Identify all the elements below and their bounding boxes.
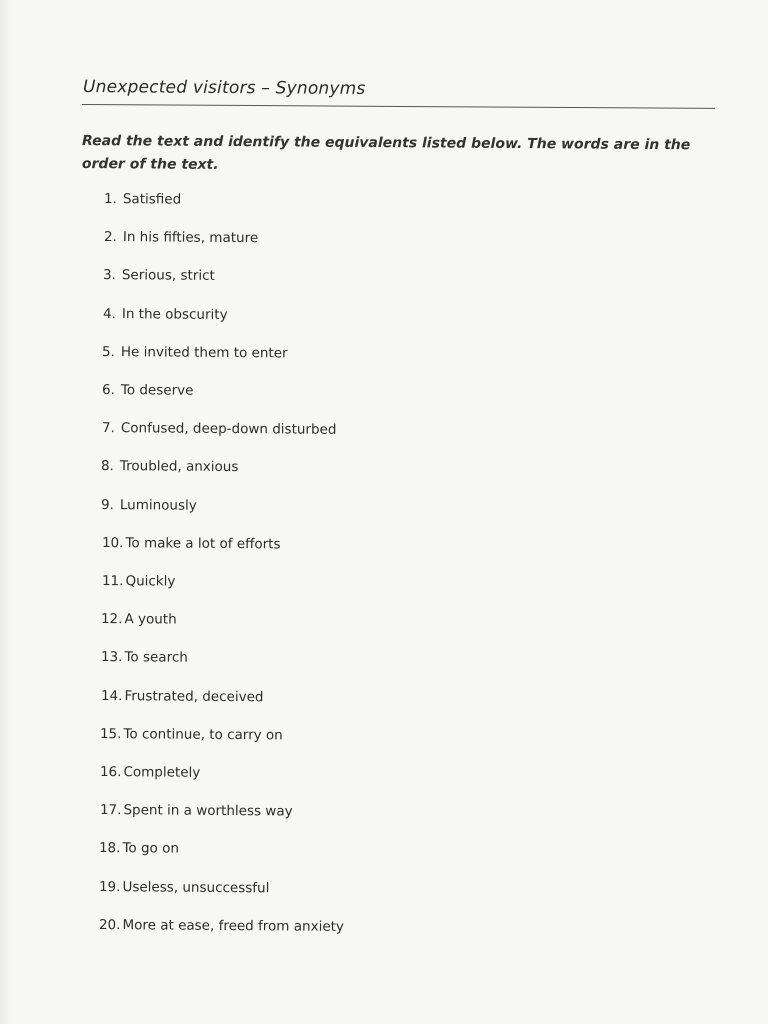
list-item [103,306,228,323]
list-item [102,420,337,438]
list-item-text: To search [124,649,188,667]
list-item-text: In the obscurity [121,305,228,323]
list-item [104,191,181,208]
list-item [104,229,258,246]
list-item-number: 4. [102,305,116,322]
list-item-text: To go on [122,840,180,858]
list-item [101,611,177,628]
list-item-number: 6. [101,382,115,399]
list-item [101,688,264,705]
list-item-number: 15. [100,725,122,742]
list-item-number: 17. [99,802,122,819]
list-item [99,802,292,820]
list-item-number: 10. [101,534,124,551]
list-item [101,458,239,475]
list-item-text: He invited them to enter [121,343,289,362]
list-item-text: More at ease, freed from anxiety [121,916,344,935]
list-item-number: 16. [99,764,122,781]
instructions-text: Read the text and identify the equivalents listed below. The words are in the order of the text. [81,133,691,173]
list-item-number: 18. [99,840,121,857]
list-item-number: 12. [101,611,123,628]
list-item [101,649,188,666]
list-item [102,573,176,590]
list-item-number: 1. [103,191,117,208]
list-item-number: 19. [98,878,121,895]
list-item [101,497,197,514]
list-item-text: Troubled, anxious [120,458,239,476]
list-item-number: 8. [101,458,115,475]
list-item-text: Completely [123,764,201,781]
list-item [102,344,288,361]
worksheet-title: Unexpected visitors – Synonyms [82,77,366,99]
list-item-number: 11. [101,573,124,590]
list-item-text: Quickly [125,573,176,590]
list-item-text: To continue, to carry on [123,725,284,744]
list-item [100,726,283,743]
list-item-text: To deserve [120,382,194,399]
list-item-text: To make a lot of efforts [125,534,281,553]
title-underline [82,104,715,109]
list-item [98,917,343,935]
list-item-text: Frustrated, deceived [124,687,264,705]
list-item-number: 5. [102,343,116,360]
list-item [103,267,215,284]
list-item-number: 2. [103,229,117,246]
list-item [102,382,194,399]
list-item [102,535,281,552]
list-item-text: Serious, strict [122,267,216,285]
list-item [99,840,179,857]
list-item-number: 13. [100,649,123,666]
list-item-text: In his fifties, mature [122,229,258,247]
list-item-number: 3. [103,267,117,284]
list-item-text: Useless, unsuccessful [122,878,270,896]
list-item-number: 14. [100,687,123,704]
list-item-number: 9. [100,496,114,513]
list-item-text: Confused, deep-down disturbed [120,420,337,439]
list-item-text: Spent in a worthless way [122,802,293,820]
list-item-number: 7. [101,420,115,437]
list-item-text: A youth [124,611,178,628]
list-item-text: Luminously [119,496,197,514]
list-item [100,764,200,781]
list-item-text: Satisfied [122,191,182,208]
list-item-number: 20. [98,916,121,933]
list-item [99,879,270,896]
